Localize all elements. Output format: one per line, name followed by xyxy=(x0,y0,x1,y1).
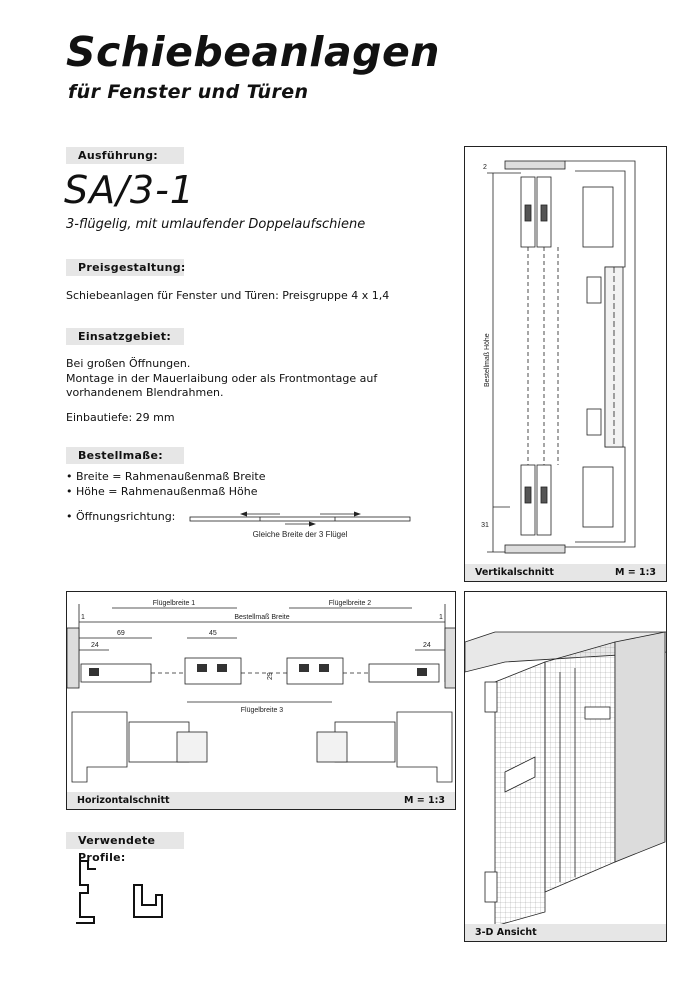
section-label-bestell: Bestellmaße: xyxy=(66,447,184,464)
einsatz-line: vorhandenem Blendrahmen. xyxy=(66,386,224,399)
dim-29: 29 xyxy=(267,672,274,680)
vertikalschnitt-caption: Vertikalschnitt xyxy=(475,567,554,578)
horizontalschnitt-drawing xyxy=(67,592,456,794)
page-subtitle: für Fenster und Türen xyxy=(68,81,309,103)
section-label-ausfuehrung: Ausführung: xyxy=(66,147,184,164)
model-number: SA/3-1 xyxy=(64,168,195,212)
profile-2-shape xyxy=(134,885,162,917)
oeffnung-label: • Öffnungsrichtung: xyxy=(66,510,176,523)
einbautiefe-text: Einbautiefe: 29 mm xyxy=(66,411,175,424)
vertikalschnitt-footer xyxy=(465,564,666,581)
dim-1-left: 1 xyxy=(81,614,85,621)
dim-fluegelbreite-1: Flügelbreite 1 xyxy=(152,600,196,607)
dim-fluegelbreite-3: Flügelbreite 3 xyxy=(240,707,284,714)
bestell-list xyxy=(66,470,266,499)
section-label-profile: Verwendete Profile: xyxy=(66,832,184,849)
section-label-preis: Preisgestaltung: xyxy=(66,259,184,276)
einsatz-line: Montage in der Mauerlaibung oder als Frontmontage auf xyxy=(66,371,378,385)
dim-45: 45 xyxy=(209,630,217,637)
profile-1-shape xyxy=(76,861,96,923)
dim-bottom-31: 31 xyxy=(481,522,489,529)
ansicht-3d-caption: 3-D Ansicht xyxy=(475,927,537,938)
profile-drawings xyxy=(66,855,186,930)
ansicht-3d-drawing xyxy=(465,592,667,926)
preis-text: Schiebeanlagen für Fenster und Türen: Preisgruppe 4 x 1,4 xyxy=(66,289,390,302)
dim-1-right: 1 xyxy=(439,614,443,621)
ansicht-3d-panel xyxy=(464,591,667,942)
dim-fluegelbreite-2: Flügelbreite 2 xyxy=(328,600,372,607)
oeffnungsrichtung-diagram xyxy=(180,505,420,545)
dim-top-2: 2 xyxy=(483,164,487,171)
horizontalschnitt-panel xyxy=(66,591,456,810)
horizontalschnitt-footer xyxy=(67,792,455,809)
bestell-item: • Höhe = Rahmenaußenmaß Höhe xyxy=(66,484,258,498)
vertikalschnitt-scale: M = 1:3 xyxy=(614,567,656,578)
dim-label-hoehe: Bestellmaß Höhe xyxy=(484,333,491,387)
dim-bestellmass-breite: Bestellmaß Breite xyxy=(234,614,290,621)
dim-69: 69 xyxy=(117,630,125,637)
vertikalschnitt-drawing xyxy=(465,147,667,566)
dim-24-left: 24 xyxy=(91,642,99,649)
vertikalschnitt-panel xyxy=(464,146,667,582)
dim-24-right: 24 xyxy=(423,642,431,649)
model-description: 3-flügelig, mit umlaufender Doppelaufschiene xyxy=(66,217,366,232)
oeffnung-caption: Gleiche Breite der 3 Flügel xyxy=(252,530,348,539)
section-label-einsatz: Einsatzgebiet: xyxy=(66,328,184,345)
bestell-item: • Breite = Rahmenaußenmaß Breite xyxy=(66,470,266,483)
einsatz-text xyxy=(66,357,377,401)
einsatz-line: Bei großen Öffnungen. xyxy=(66,357,191,370)
ansicht-3d-footer xyxy=(465,924,666,941)
horizontalschnitt-scale: M = 1:3 xyxy=(403,795,445,806)
horizontalschnitt-caption: Horizontalschnitt xyxy=(77,795,170,806)
page-title: Schiebeanlagen xyxy=(66,28,440,76)
